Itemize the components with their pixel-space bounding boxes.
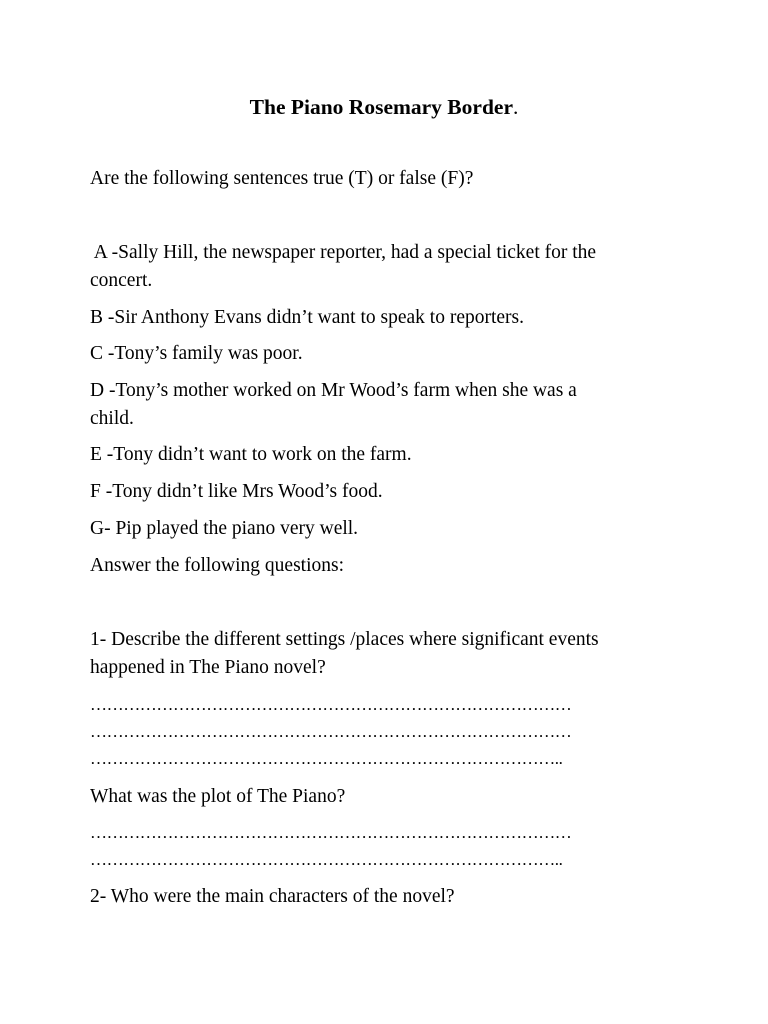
title-period: . bbox=[512, 95, 519, 119]
question-2: 2- Who were the main characters of the novel? bbox=[90, 886, 455, 907]
answer-line[interactable]: …………………………………………………………………………… bbox=[90, 695, 572, 714]
answer-line[interactable]: …………………………………………………………………………… bbox=[90, 722, 572, 741]
answer-line[interactable]: ………………………………………………………………………….. bbox=[90, 850, 563, 869]
answer-line[interactable]: …………………………………………………………………………… bbox=[90, 823, 572, 842]
statement-a-line-2: concert. bbox=[90, 270, 153, 291]
true-false-instruction: Are the following sentences true (T) or false (F)? bbox=[90, 168, 474, 189]
statement-g: G- Pip played the piano very well. bbox=[90, 518, 359, 539]
statement-d-line-1: D -Tony’s mother worked on Mr Wood’s farm when she was a bbox=[90, 380, 577, 401]
statement-a-line-1: A -Sally Hill, the newspaper reporter, had a special ticket for the bbox=[90, 242, 597, 263]
question-1-line-2: happened in The Piano novel? bbox=[90, 657, 326, 678]
statement-b: B -Sir Anthony Evans didn’t want to speak to reporters. bbox=[90, 307, 524, 328]
question-plot: What was the plot of The Piano? bbox=[90, 786, 346, 807]
statement-d-line-2: child. bbox=[90, 408, 134, 429]
answer-line[interactable]: ………………………………………………………………………….. bbox=[90, 749, 563, 768]
statement-c: C -Tony’s family was poor. bbox=[90, 343, 303, 364]
statement-f: F -Tony didn’t like Mrs Wood’s food. bbox=[90, 481, 383, 502]
questions-instruction: Answer the following questions: bbox=[90, 555, 345, 576]
question-1-line-1: 1- Describe the different settings /places where significant events bbox=[90, 629, 599, 650]
title-text: The Piano Rosemary Border bbox=[249, 95, 513, 119]
page-title bbox=[0, 95, 768, 120]
statement-e: E -Tony didn’t want to work on the farm. bbox=[90, 444, 412, 465]
